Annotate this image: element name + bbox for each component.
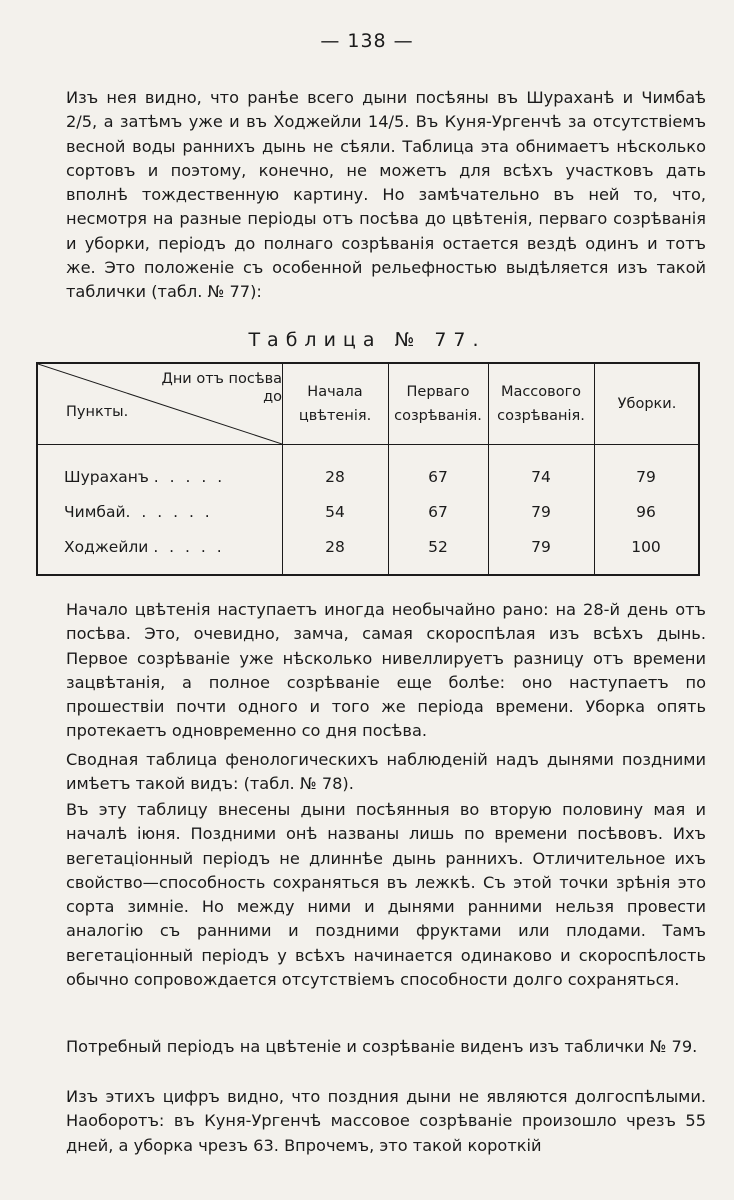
table-cell: 96 xyxy=(636,503,656,521)
table-row-label: Чимбай. . . . . . xyxy=(64,503,213,521)
table-title: Таблица № 77. xyxy=(248,329,486,351)
paragraph-after-table: Начало цвѣтенія наступаетъ иногда необычайно рано: на 28-й день отъ посѣва. Это, очевидно, замча, самая скороспѣлая изъ всѣхъ дынь. Первое созрѣваніе уже нѣсколько нивеллируетъ разницу отъ времени зацвѣтанія, а полное созрѣваніе еще болѣе: оно наступаетъ по прошествіи почти одного и того же періода времени. Уборка опять протекаетъ одновременно со дня посѣва. xyxy=(66,600,706,741)
column-divider xyxy=(282,364,283,574)
column-divider xyxy=(388,364,389,574)
paragraph-late-melons: Въ эту таблицу внесены дыни посѣянныя во вторую половину мая и началѣ іюня. Поздними онѣ названы лишь по времени посѣвовъ. Ихъ вегетаціонный періодъ не длиннѣе дынь раннихъ. Отличительное ихъ свойство—способность сохраняться въ лежкѣ. Съ этой точки зрѣнія это сорта зимніе. Но между ними и дынями ранними нельзя провести аналогію съ ранними и поздними фруктами или плодами. Тамъ вегетаціонный періодъ у всѣхъ начинается одинаково и скороспѣлость обычно сопровождается отсутствіемъ способности долго сохраняться. xyxy=(66,800,706,990)
table-row-label: Ходжейли . . . . . xyxy=(64,538,225,556)
column-divider xyxy=(594,364,595,574)
phenology-table xyxy=(36,362,700,576)
table-cell: 54 xyxy=(325,503,345,521)
corner-header-places: Пункты. xyxy=(66,404,129,420)
table-cell: 67 xyxy=(428,468,448,486)
table-row-label: Шураханъ . . . . . xyxy=(64,468,226,486)
column-header-harvest: Уборки. xyxy=(617,396,677,412)
table-cell: 74 xyxy=(531,468,551,486)
table-cell: 28 xyxy=(325,538,345,556)
table-cell: 79 xyxy=(531,503,551,521)
page-number: — 138 — xyxy=(320,30,414,52)
table-cell: 67 xyxy=(428,503,448,521)
column-divider xyxy=(488,364,489,574)
table-cell: 79 xyxy=(531,538,551,556)
paragraph-intro: Изъ нея видно, что ранѣе всего дыни посѣяны въ Шураханѣ и Чимбаѣ 2/5, а затѣмъ уже и въ Ходжейли 14/5. Въ Куня-Ургенчѣ за отсутствіемъ весной воды раннихъ дынь не сѣяли. Таблица эта обнимаетъ нѣсколько сортовъ и поэтому, конечно, не можетъ для всѣхъ участковъ дать вполнѣ тождественную картину. Но замѣчательно въ ней то, что, несмотря на разные періоды отъ посѣва до цвѣтенія, перваго созрѣванія и уборки, періодъ до полнаго созрѣванія остается вездѣ одинъ и тотъ же. Это положеніе съ особенной рельефностью выдѣляется изъ такой таблички (табл. № 77): xyxy=(66,88,706,302)
table-cell: 28 xyxy=(325,468,345,486)
column-header-first-ripening: Перваго созрѣванія. xyxy=(394,384,482,424)
column-header-flowering: Начала цвѣтенія. xyxy=(298,384,372,424)
paragraph-conclusion: Изъ этихъ цифръ видно, что поздния дыни не являются долгоспѣлыми. Наоборотъ: въ Куня-Ургенчѣ массовое созрѣваніе произошло чрезъ 55 дней, а уборка чрезъ 63. Впрочемъ, это такой короткій xyxy=(66,1087,706,1155)
column-header-mass-ripening: Массового созрѣванія. xyxy=(497,384,585,424)
table-cell: 52 xyxy=(428,538,448,556)
table-cell: 100 xyxy=(631,538,661,556)
table-cell: 79 xyxy=(636,468,656,486)
corner-header-days: Дни отъ посѣва до xyxy=(161,371,282,405)
paragraph-required-period: Потребный періодъ на цвѣтеніе и созрѣваніе виденъ изъ таблички № 79. xyxy=(66,1037,698,1056)
paragraph-summary-table: Сводная таблица фенологическихъ наблюденій надъ дынями поздними имѣетъ такой видъ: (табл. № 78). xyxy=(66,750,706,794)
header-divider xyxy=(38,444,698,445)
